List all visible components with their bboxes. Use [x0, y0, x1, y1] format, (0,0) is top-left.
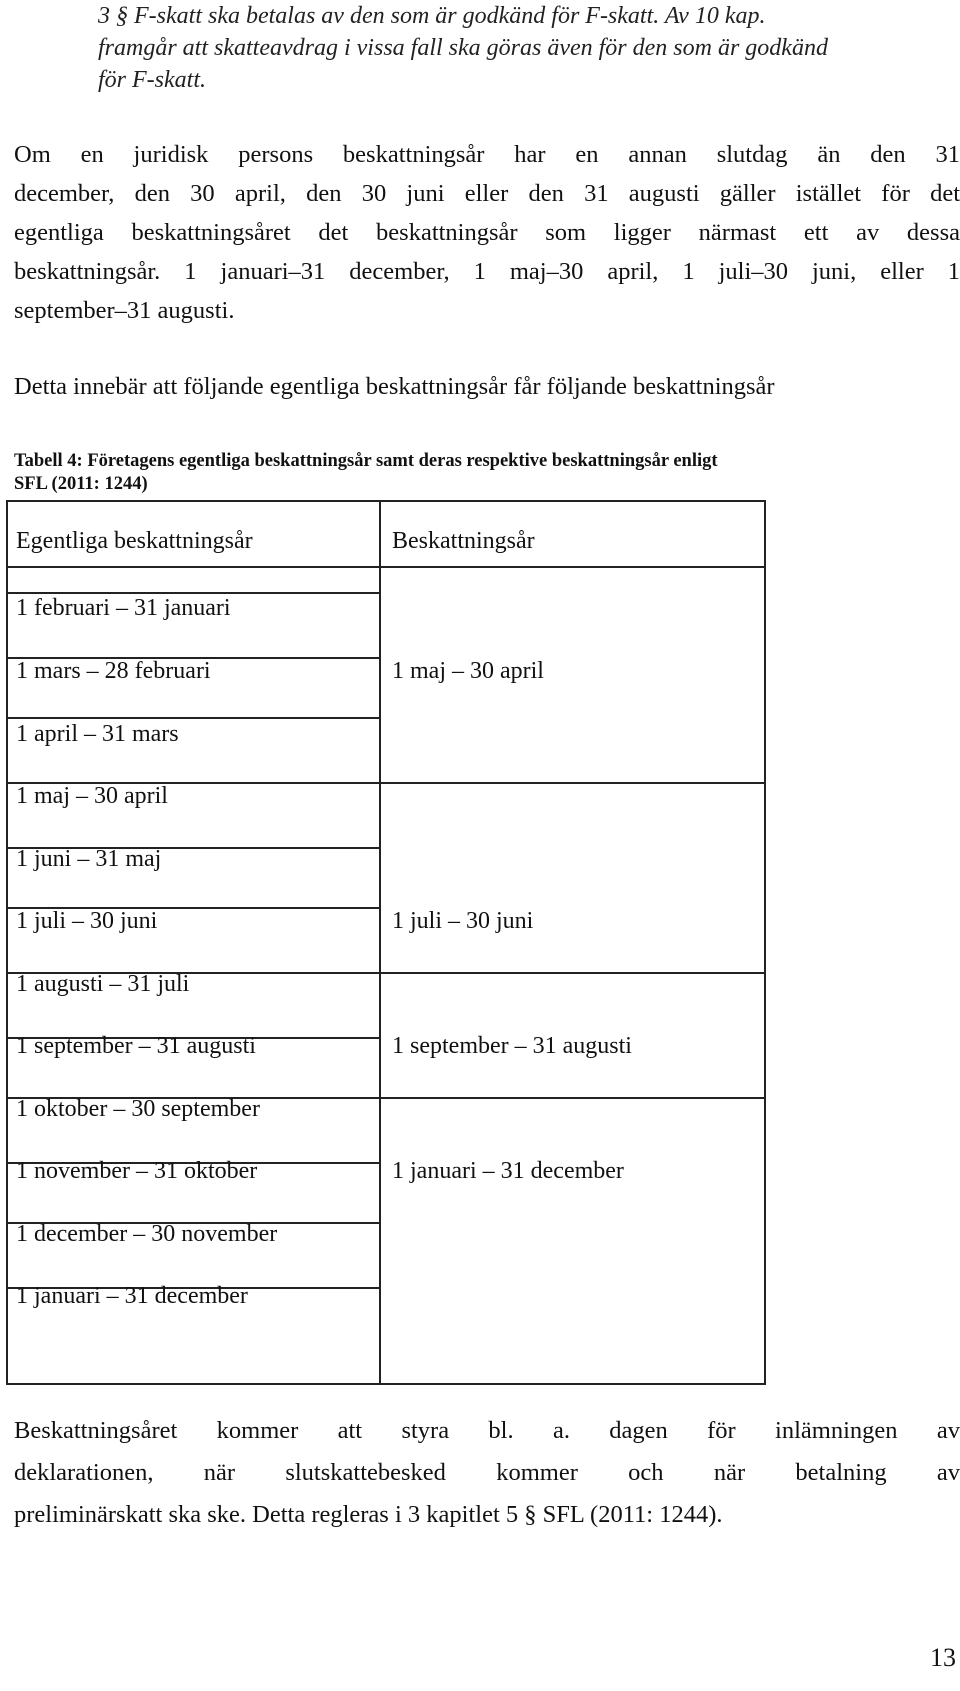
- footnote-line: 3 § F-skatt ska betalas av den som är godkänd för F-skatt. Av 10 kap.: [98, 3, 766, 29]
- paragraph-line: preliminärskatt ska ske. Detta regleras i 3 kapitlet 5 § SFL (2011: 1244).: [14, 1501, 723, 1528]
- table-cell-tax-year: 1 juli – 30 juni: [392, 908, 534, 934]
- column-divider: [379, 502, 381, 1383]
- fiscal-year-table: [6, 500, 766, 1385]
- table-caption: [14, 450, 954, 496]
- table-cell-actual-year: 1 september – 31 augusti: [16, 1033, 256, 1059]
- footnote: [98, 0, 858, 96]
- footnote-line: framgår att skatteavdrag i vissa fall ska göras även för den som är godkänd: [98, 35, 828, 61]
- table-cell-actual-year: 1 juni – 31 maj: [16, 846, 162, 872]
- paragraph-fiscal-year-rule: [14, 135, 960, 330]
- table-cell-actual-year: 1 maj – 30 april: [16, 783, 168, 809]
- paragraph-line: september–31 augusti.: [14, 297, 235, 324]
- table-cell-actual-year: 1 december – 30 november: [16, 1221, 278, 1247]
- table-cell-actual-year: 1 november – 31 oktober: [16, 1158, 258, 1184]
- paragraph-line: beskattningsår. 1 januari–31 december, 1 maj–30 april, 1 juli–30 juni, eller 1: [14, 258, 960, 285]
- table-cell-actual-year: 1 april – 31 mars: [16, 721, 179, 747]
- table-caption-line: Tabell 4: Företagens egentliga beskattningsår samt deras respektive beskattningsår enligt: [14, 451, 718, 471]
- header-divider: [8, 566, 764, 568]
- paragraph-conclusion: [14, 1410, 960, 1536]
- table-cell-actual-year: 1 juli – 30 juni: [16, 908, 158, 934]
- paragraph-line: december, den 30 april, den 30 juni eller den 31 augusti gäller istället för det: [14, 180, 960, 207]
- table-cell-tax-year: 1 maj – 30 april: [392, 658, 544, 684]
- paragraph-line: Om en juridisk persons beskattningsår har en annan slutdag än den 31: [14, 141, 960, 168]
- table-caption-line: SFL (2011: 1244): [14, 474, 148, 494]
- table-cell-actual-year: 1 oktober – 30 september: [16, 1096, 260, 1122]
- footnote-line: för F-skatt.: [98, 67, 206, 93]
- table-cell-tax-year: 1 januari – 31 december: [392, 1158, 624, 1184]
- table-cell-tax-year: 1 september – 31 augusti: [392, 1033, 632, 1059]
- table-header-tax-year: Beskattningsår: [392, 528, 535, 554]
- paragraph-intro-table: Detta innebär att följande egentliga beskattningsår får följande beskattningsår: [14, 373, 775, 400]
- table-header-actual-year: Egentliga beskattningsår: [16, 528, 253, 554]
- table-cell-actual-year: 1 februari – 31 januari: [16, 595, 231, 621]
- paragraph-line: egentliga beskattningsåret det beskattningsår som ligger närmast ett av dessa: [14, 219, 960, 246]
- table-cell-actual-year: 1 augusti – 31 juli: [16, 971, 190, 997]
- paragraph-line: Beskattningsåret kommer att styra bl. a. dagen för inlämningen av: [14, 1417, 960, 1444]
- table-cell-actual-year: 1 januari – 31 december: [16, 1283, 248, 1309]
- row-divider: [8, 717, 379, 719]
- page-number: 13: [930, 1643, 956, 1672]
- paragraph-line: deklarationen, när slutskattebesked kommer och när betalning av: [14, 1459, 960, 1486]
- table-cell-actual-year: 1 mars – 28 februari: [16, 658, 211, 684]
